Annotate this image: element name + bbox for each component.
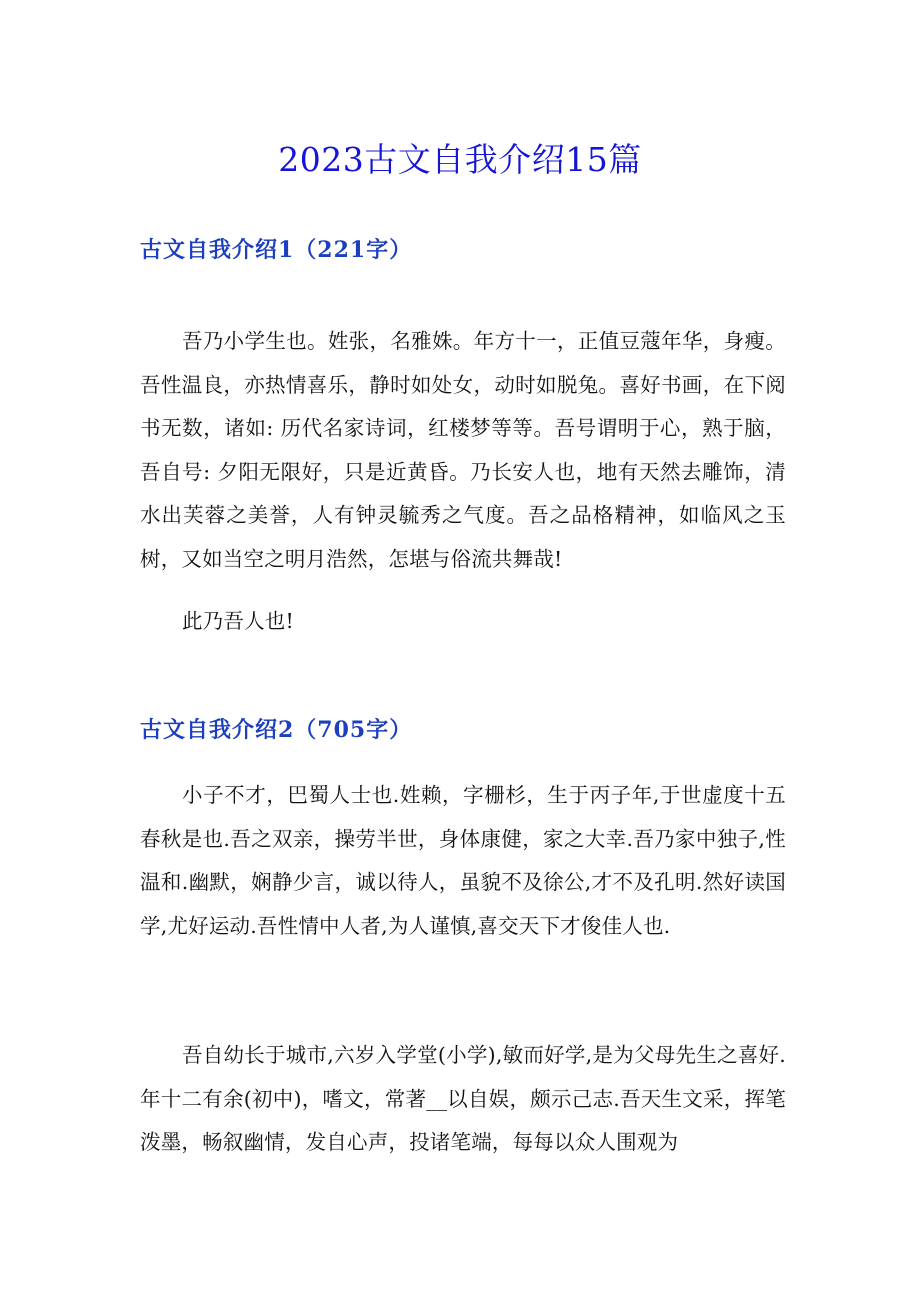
section-heading-2: 古文自我介绍2（705字）	[140, 717, 413, 743]
section-heading-1: 古文自我介绍1（221字）	[140, 237, 413, 263]
section-2-paragraph-1: 小子不才，巴蜀人士也.姓赖，字栅杉，生于丙子年,于世虚度十五春秋是也.吾之双亲，操劳半世，身体康健，家之大幸.吾乃家中独子,性温和.幽默，娴静少言，诚以待人，虽貌不及徐公,才不及孔明.然好读国学,尤好运动.吾性情中人者,为人谨慎,喜交天下才俊佳人也.	[140, 783, 786, 938]
section-2-paragraph-2: 吾自幼长于城市,六岁入学堂(小学),敏而好学,是为父母先生之喜好.年十二有余(初中)，嗜文，常著__以自娱，颇示己志.吾天生文采，挥笔泼墨，畅叙幽情，发自心声，投诸笔端，每每以众人围观为	[140, 1043, 786, 1154]
document-title: 2023古文自我介绍15篇	[278, 140, 642, 179]
section-1-paragraph-2: 此乃吾人也!	[182, 609, 294, 633]
section-1-paragraph-1: 吾乃小学生也。姓张，名雅姝。年方十一，正值豆蔻年华，身瘦。吾性温良，亦热情喜乐，静时如处女，动时如脱兔。喜好书画，在下阅书无数，诸如: 历代名家诗词，红楼梦等等。吾号谓明于心，熟于脑，吾自号: 夕阳无限好，只是近黄昏。乃长安人也，地有天然去雕饰，清水出芙蓉之美誉，人有钟灵毓秀之气度。吾之品格精神，如临风之玉树，又如当空之明月浩然，怎堪与俗流共舞哉!	[140, 329, 786, 571]
